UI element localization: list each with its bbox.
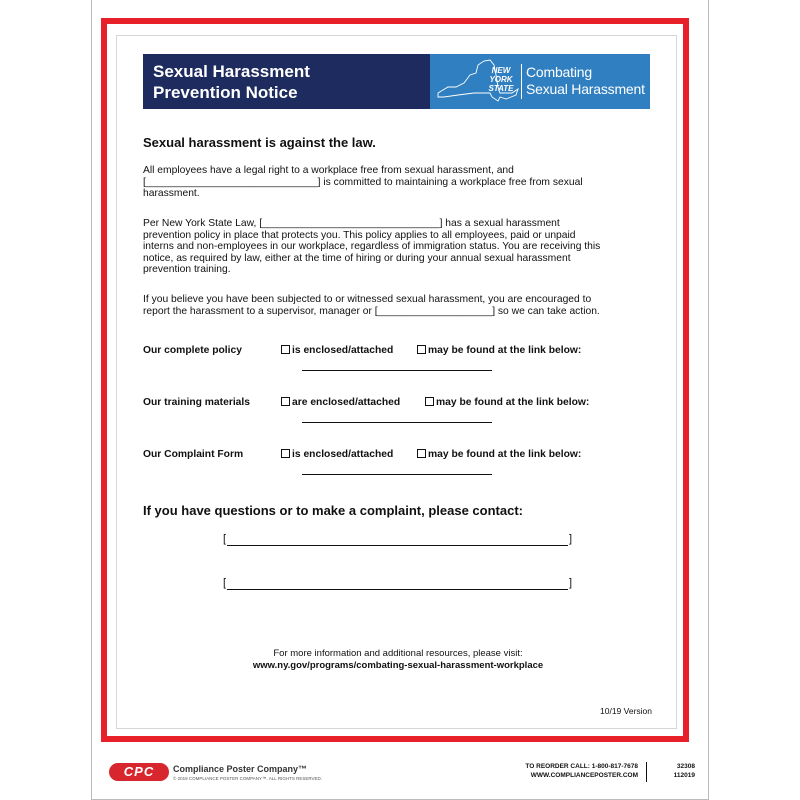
link-blank-line-policy bbox=[302, 370, 492, 371]
copyright-text: © 2019 COMPLIANCE POSTER COMPANY™. ALL RIGHTS RESERVED. bbox=[173, 776, 323, 781]
product-code: 32308 bbox=[676, 763, 695, 770]
section-heading: Sexual harassment is against the law. bbox=[143, 135, 376, 150]
option-enclosed-label: are enclosed/attached bbox=[292, 397, 401, 408]
option-enclosed-label: is enclosed/attached bbox=[292, 345, 394, 356]
option-label: Our Complaint Form bbox=[143, 449, 244, 460]
product-codes bbox=[655, 762, 695, 780]
paragraph-rights: All employees have a legal right to a workplace free from sexual harassment, and [______________________________] is committed to maintaining a workplace free from sexual harassment. bbox=[143, 165, 583, 200]
checkbox-enclosed[interactable] bbox=[281, 345, 290, 354]
notice-title-line1: Sexual Harassment bbox=[153, 62, 310, 81]
option-row-complaint-form bbox=[143, 449, 653, 463]
footer-divider bbox=[646, 762, 647, 782]
checkbox-link[interactable] bbox=[417, 449, 426, 458]
notice-title-line2: Prevention Notice bbox=[153, 83, 298, 102]
checkbox-enclosed[interactable] bbox=[281, 397, 290, 406]
option-enclosed-label: is enclosed/attached bbox=[292, 449, 394, 460]
reorder-website[interactable]: WWW.COMPLIANCEPOSTER.COM bbox=[530, 772, 638, 779]
checkbox-link[interactable] bbox=[417, 345, 426, 354]
link-blank-line-training bbox=[302, 422, 492, 423]
option-label: Our training materials bbox=[143, 397, 251, 408]
new-york-state-wordmark: NEW YORK STATE bbox=[488, 66, 514, 93]
option-row-training bbox=[143, 397, 653, 411]
checkbox-link[interactable] bbox=[425, 397, 434, 406]
header-divider bbox=[521, 64, 522, 99]
notice-title bbox=[153, 61, 423, 103]
program-name: Combating Sexual Harassment bbox=[526, 64, 645, 97]
option-link-label: may be found at the link below: bbox=[428, 345, 582, 356]
header-title-block bbox=[143, 54, 430, 109]
option-row-policy bbox=[143, 345, 653, 359]
paragraph-reporting: If you believe you have been subjected to or witnessed sexual harassment, you are encouraged to report the harassment to a supervisor, manager or [____________________] so we can take action. bbox=[143, 294, 600, 317]
company-name: Compliance Poster Company™ bbox=[173, 764, 308, 774]
resources-url[interactable]: www.ny.gov/programs/combating-sexual-harassment-workplace bbox=[252, 660, 544, 671]
version-label: 10/19 Version bbox=[600, 706, 652, 716]
paragraph-policy: Per New York State Law, [_______________________________] has a sexual harassment prevention policy in place that protects you. This policy applies to all employees, paid or unpaid interns and non-employees in our workplace, regardless of immigration status. You are receiving this notice, as required by law, either at the time of hiring or during your annual sexual harassment prevention training. bbox=[143, 218, 601, 276]
option-link-label: may be found at the link below: bbox=[436, 397, 590, 408]
revision-code: 112019 bbox=[673, 772, 695, 779]
reorder-info bbox=[490, 762, 638, 780]
link-blank-line-complaint bbox=[302, 474, 492, 475]
option-link-label: may be found at the link below: bbox=[428, 449, 582, 460]
nys-program-banner bbox=[430, 54, 650, 109]
option-label: Our complete policy bbox=[143, 345, 242, 356]
resources-text: For more information and additional resources, please visit: bbox=[273, 648, 523, 659]
checkbox-enclosed[interactable] bbox=[281, 449, 290, 458]
contact-heading: If you have questions or to make a complaint, please contact: bbox=[143, 503, 523, 518]
cpc-logo: CPC bbox=[109, 763, 169, 781]
reorder-phone: TO REORDER CALL: 1-800-817-7678 bbox=[525, 763, 638, 770]
